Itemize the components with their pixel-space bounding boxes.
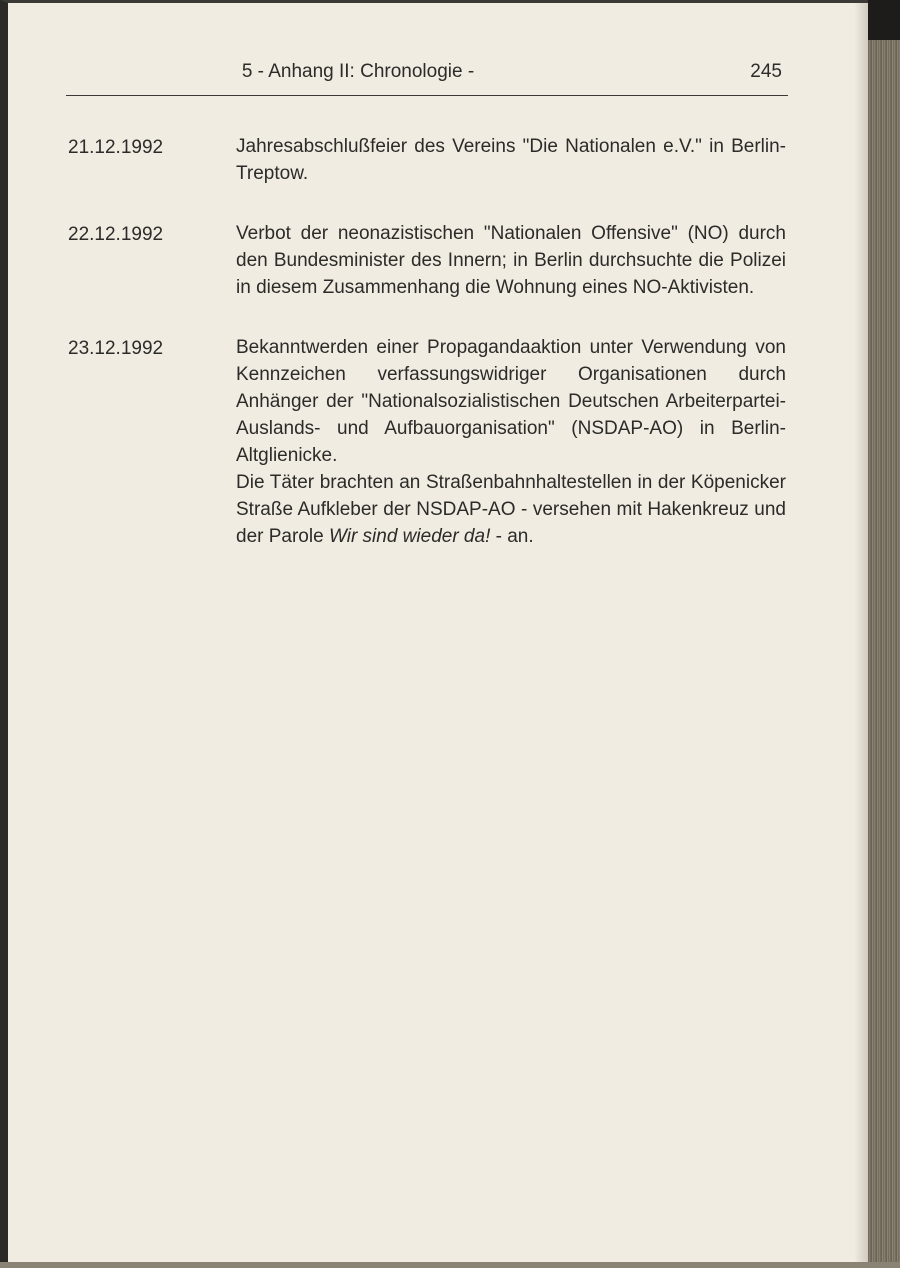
entry-paragraph-text: - an. [490,526,534,547]
entry-paragraph: Verbot der neonazistischen "Nationalen Offensive" (NO) durch den Bundesminister des Innern; in Berlin durchsuchte die Polizei in diesem Zusammenhang die Wohnung eines NO-Aktivisten. [236,223,786,298]
bottom-edge [0,1262,900,1268]
entry-paragraph [236,469,786,550]
entry-date: 22.12.1992 [68,224,164,245]
entry-date: 21.12.1992 [68,137,164,158]
entry-text [236,334,786,550]
book-edge [868,0,900,1268]
slogan-italic: Wir sind wieder da! [328,526,491,547]
entry-date: 23.12.1992 [68,338,164,359]
chronology-entry [68,133,790,187]
entry-paragraph: Bekanntwerden einer Propagandaaktion unter Verwendung von Kennzeichen verfassungswidriger Organisationen durch Anhänger der "Nationalsozialistischen Deutschen Arbeiterpartei-Auslands- und Aufbauorganisation" (NSDAP-AO) in Berlin-Altglienicke. [236,337,786,466]
entry-text [236,133,786,187]
page-number: 245 [750,61,782,82]
running-head-title: 5 - Anhang II: Chronologie - [241,61,475,82]
header-rule [66,95,788,96]
chronology-list [68,133,790,583]
entry-text [236,220,786,301]
entry-paragraph-text: Die Täter brachten an Straßenbahnhaltestellen in der Köpenicker Straße Aufkleber der NSDAP-AO - versehen mit Hakenkreuz und der Parole [236,472,786,547]
running-head [68,57,786,93]
entry-paragraph: Jahresabschlußfeier des Vereins "Die Nationalen e.V." in Berlin-Treptow. [236,136,786,184]
chronology-entry [68,334,790,550]
chronology-entry [68,220,790,301]
